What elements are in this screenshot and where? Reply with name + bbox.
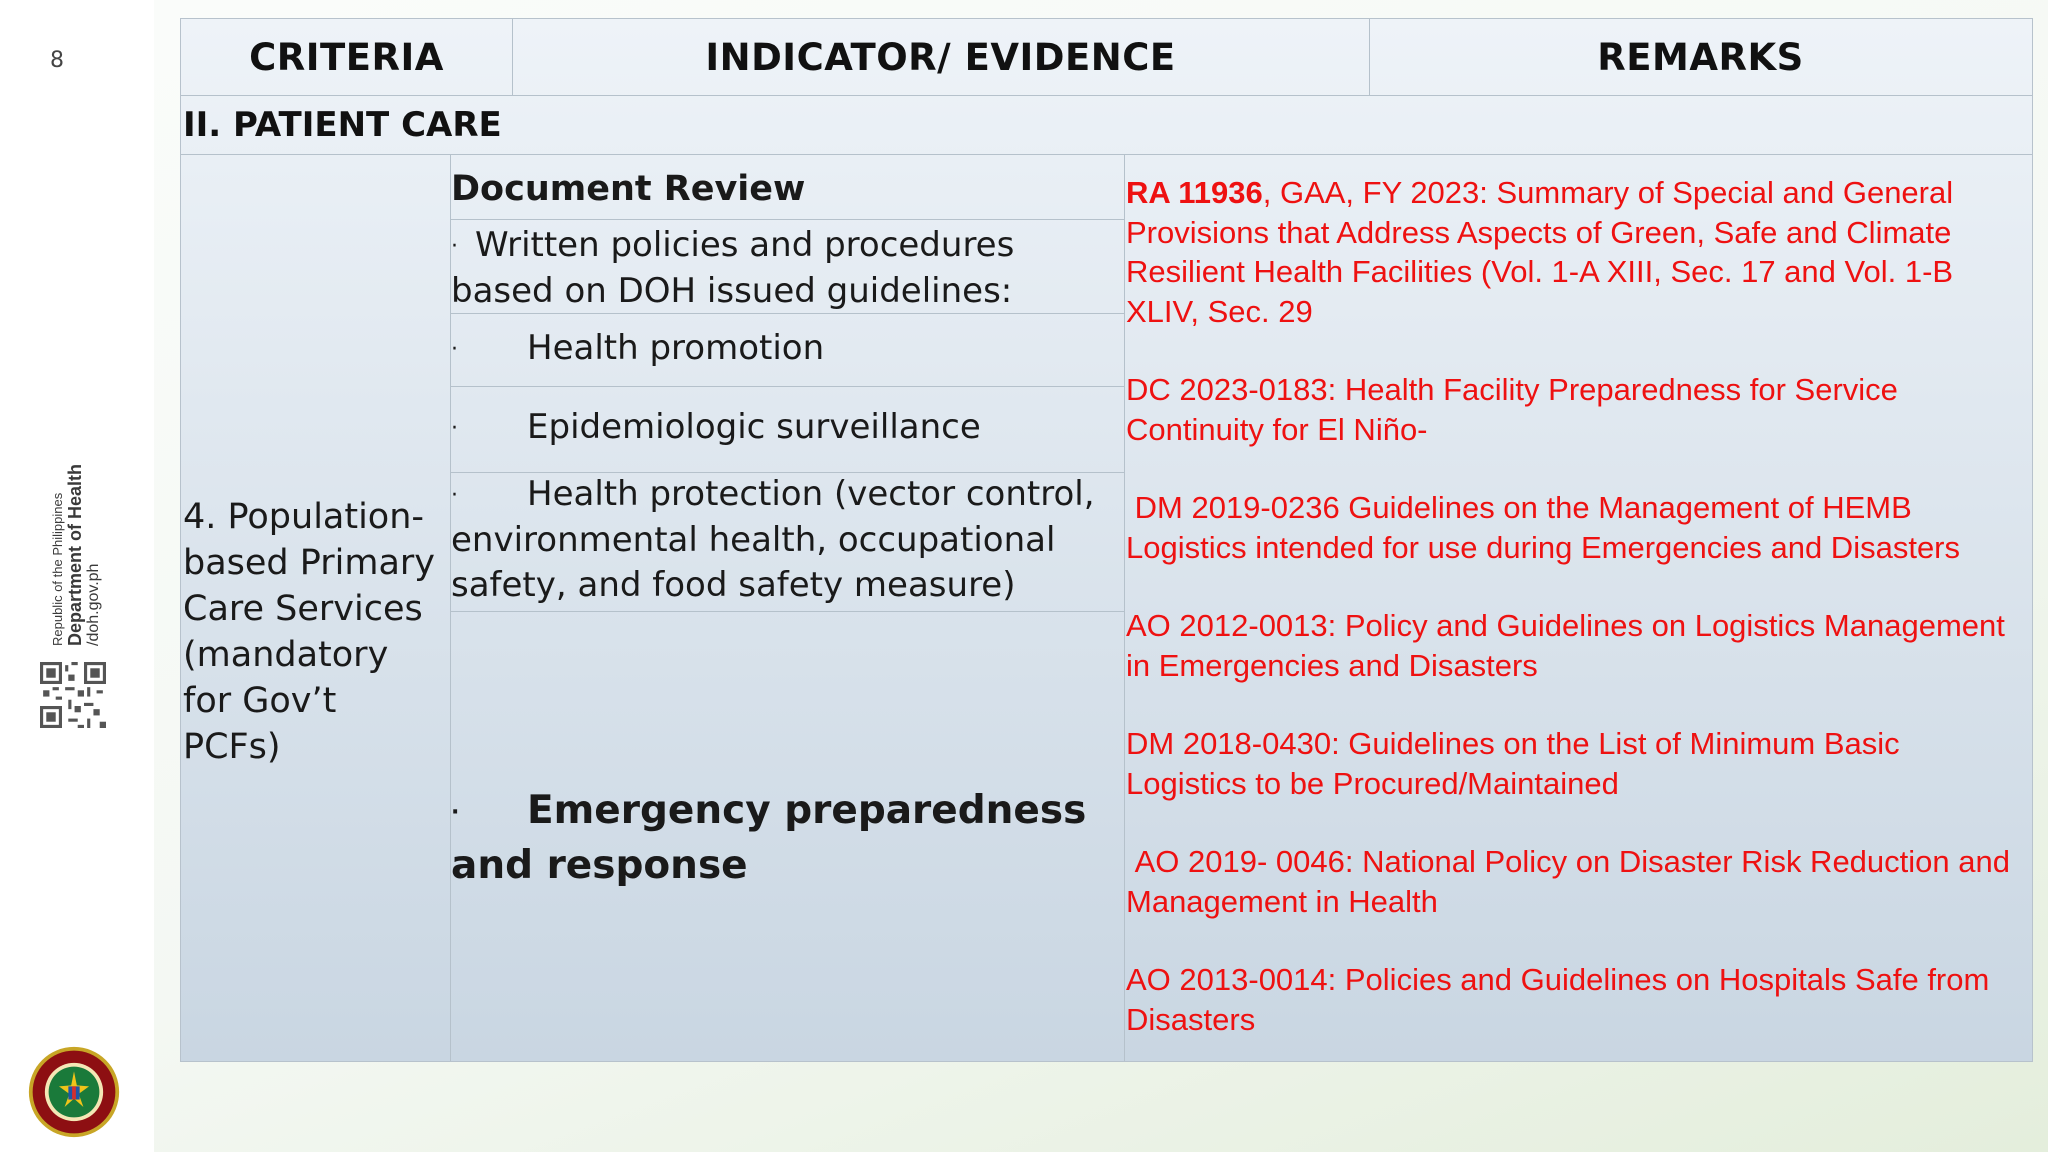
department-label: Department of Health bbox=[65, 463, 86, 646]
header-remarks: REMARKS bbox=[1597, 35, 1804, 79]
republic-label: Republic of the Philippines bbox=[49, 492, 65, 646]
epidemiologic-surveillance-text: Epidemiologic surveillance bbox=[527, 407, 981, 447]
epidemiologic-surveillance-item bbox=[451, 405, 1121, 451]
health-protection-item bbox=[451, 472, 1121, 608]
bullet-icon: · bbox=[451, 800, 460, 825]
website-label: /doh.gov.ph bbox=[85, 563, 103, 646]
row-divider bbox=[450, 386, 1124, 387]
health-promotion-item bbox=[451, 326, 1121, 372]
remark-item: DM 2018-0430: Guidelines on the List of Minimum Basic Logistics to be Procured/Maintained bbox=[1126, 726, 1900, 801]
remark-item: AO 2012-0013: Policy and Guidelines on Logistics Management in Emergencies and Disasters bbox=[1126, 608, 2005, 683]
section-title: II. PATIENT CARE bbox=[183, 105, 502, 145]
row-divider bbox=[450, 611, 1124, 612]
bullet-icon: · bbox=[451, 337, 458, 362]
column-divider bbox=[1124, 154, 1125, 1061]
remarks-list bbox=[1126, 173, 2026, 1078]
remark-item: DC 2023-0183: Health Facility Preparedness for Service Continuity for El Niño- bbox=[1126, 372, 1898, 447]
row-divider bbox=[181, 154, 2032, 155]
column-divider bbox=[1369, 19, 1370, 95]
doh-seal-icon bbox=[27, 1045, 121, 1139]
row-divider bbox=[181, 95, 2032, 96]
remark-item: AO 2013-0014: Policies and Guidelines on Hospitals Safe from Disasters bbox=[1126, 962, 1990, 1037]
remark-item: RA 11936, GAA, FY 2023: Summary of Special and General Provisions that Address Aspects of Green, Safe and Climate Resilient Health Facilities (Vol. 1-A XIII, Sec. 17 and Vol. 1-B XLIV, Sec. 29 bbox=[1126, 175, 1954, 329]
doh-branding bbox=[42, 436, 112, 646]
page-number: 8 bbox=[50, 48, 64, 73]
health-promotion-text: Health promotion bbox=[527, 328, 825, 368]
bullet-icon: · bbox=[451, 234, 458, 259]
bullet-icon: · bbox=[451, 416, 458, 441]
remark-bold: RA 11936 bbox=[1126, 175, 1263, 210]
remark-item: AO 2019- 0046: National Policy on Disaster Risk Reduction and Management in Health bbox=[1126, 844, 2019, 919]
document-review-label: Document Review bbox=[451, 169, 806, 209]
column-divider bbox=[512, 19, 513, 95]
criteria-table bbox=[180, 18, 2033, 1062]
left-sidebar bbox=[0, 0, 154, 1152]
written-policies-text: Written policies and procedures based on DOH issued guidelines: bbox=[451, 225, 1015, 311]
emergency-preparedness-item bbox=[451, 784, 1121, 892]
bullet-icon: · bbox=[451, 483, 458, 508]
qr-code-icon bbox=[40, 662, 106, 728]
header-criteria: CRITERIA bbox=[249, 35, 444, 79]
criteria-text: 4. Population-based Primary Care Services (mandatory for Gov’t PCFs) bbox=[183, 497, 436, 767]
written-policies-item bbox=[451, 223, 1121, 314]
remark-item: DM 2019-0236 Guidelines on the Management of HEMB Logistics intended for use during Emergencies and Disasters bbox=[1126, 490, 1961, 565]
emergency-preparedness-text: Emergency preparedness and response bbox=[451, 788, 1087, 888]
health-protection-text: Health protection (vector control, environmental health, occupational safety, and food safety measure) bbox=[451, 474, 1095, 605]
header-indicator: INDICATOR/ EVIDENCE bbox=[705, 35, 1176, 79]
row-divider bbox=[450, 219, 1124, 220]
